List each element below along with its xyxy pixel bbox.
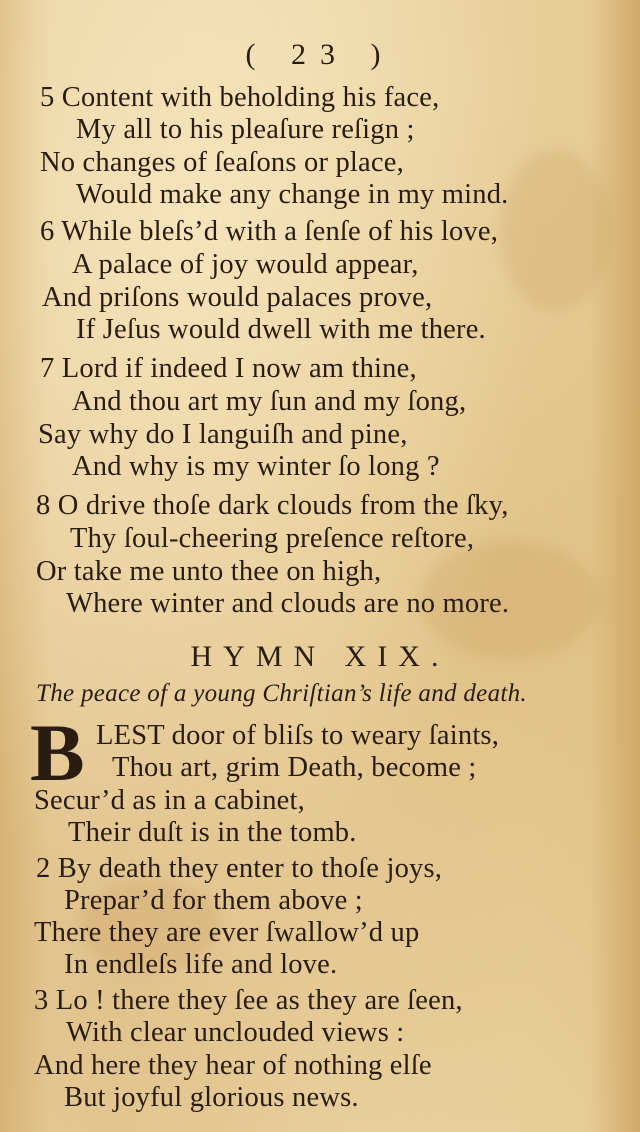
verse-line: And why is my winter ſo long ?	[72, 451, 440, 482]
verse-line: A palace of joy would appear,	[72, 249, 419, 280]
hymn-title: HYMN XIX.	[190, 640, 450, 673]
verse-line: 8 O drive thoſe dark clouds from the ſky,	[36, 490, 509, 521]
verse-line: Say why do I languiſh and pine,	[38, 419, 408, 450]
verse-line: Or take me unto thee on high,	[36, 556, 382, 587]
verse-line: But joyful glorious news.	[64, 1082, 359, 1113]
drop-cap: B	[30, 707, 85, 798]
verse-line: LEST door of bliſs to weary ſaints,	[96, 720, 500, 751]
verse-line: 7 Lord if indeed I now am thine,	[40, 353, 417, 384]
verse-line: 3 Lo ! there they ſee as they are ſeen,	[34, 985, 463, 1016]
verse-line: 5 Content with beholding his face,	[40, 82, 440, 113]
verse-line: Secur’d as in a cabinet,	[34, 785, 305, 816]
verse-line: And priſons would palaces prove,	[42, 282, 433, 313]
hymn-subtitle: The peace of a young Chriſtian’s life and death.	[36, 680, 527, 707]
verse-line: 2 By death they enter to thoſe joys,	[36, 853, 443, 884]
verse-line: And here they hear of nothing elſe	[34, 1050, 432, 1081]
verse-line: Would make any change in my mind.	[76, 179, 509, 210]
verse-line: With clear unclouded views :	[66, 1017, 405, 1048]
verse-line: Their duſt is in the tomb.	[68, 817, 357, 848]
verse-line: Where winter and clouds are no more.	[66, 588, 510, 619]
verse-line: And thou art my ſun and my ſong,	[72, 386, 467, 417]
verse-line: There they are ever ſwallow’d up	[34, 917, 420, 948]
page-number: ( 23 )	[245, 38, 395, 71]
paper-stain	[500, 150, 610, 310]
verse-line: My all to his pleaſure reſign ;	[76, 114, 415, 145]
verse-line: No changes of ſeaſons or place,	[40, 147, 404, 178]
verse-line: Thou art, grim Death, become ;	[112, 752, 477, 783]
verse-line: If Jeſus would dwell with me there.	[76, 314, 486, 345]
verse-line: 6 While bleſs’d with a ſenſe of his love,	[40, 216, 499, 247]
verse-line: Thy ſoul-cheering preſence reſtore,	[70, 523, 475, 554]
verse-line: Prepar’d for them above ;	[64, 885, 363, 916]
verse-line: In endleſs life and love.	[64, 949, 338, 980]
